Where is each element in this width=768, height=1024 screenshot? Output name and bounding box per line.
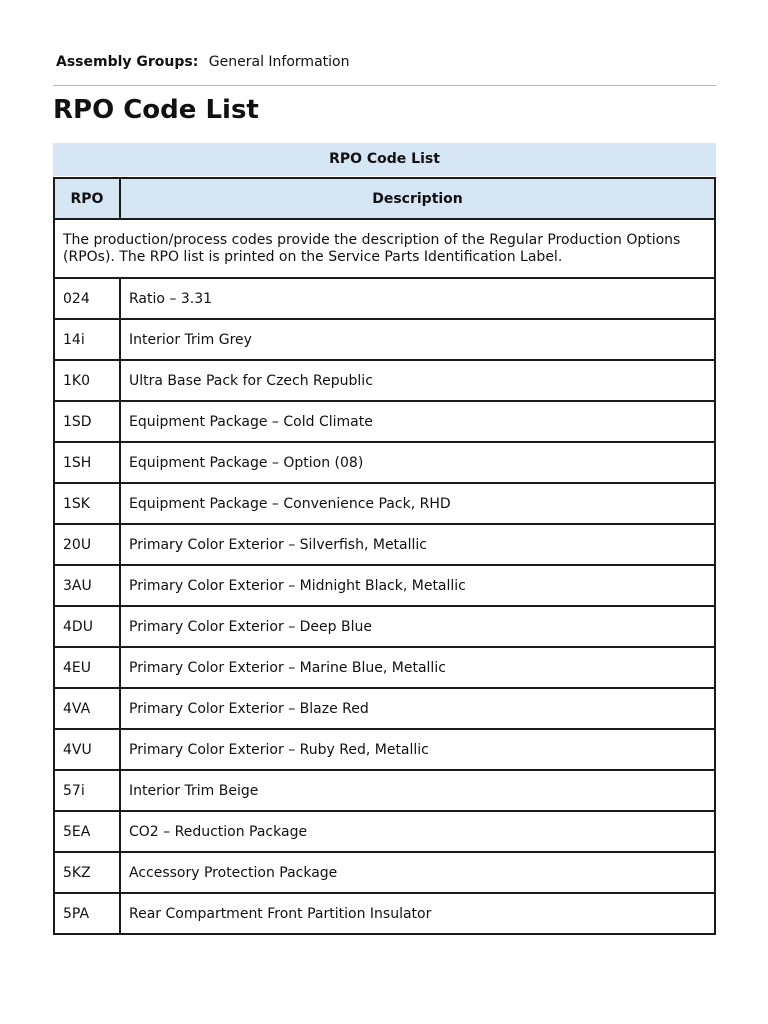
rpo-description-cell: Equipment Package – Option (08)	[120, 442, 715, 483]
rpo-code-cell: 4VU	[54, 729, 120, 770]
table-row	[54, 852, 715, 893]
rpo-code-cell: 4DU	[54, 606, 120, 647]
header-divider	[53, 85, 716, 86]
table-row	[54, 360, 715, 401]
rpo-description-cell: Primary Color Exterior – Marine Blue, Metallic	[120, 647, 715, 688]
table-row	[54, 688, 715, 729]
rpo-code-cell: 5PA	[54, 893, 120, 934]
intro-text: The production/process codes provide the description of the Regular Production Options (RPOs). The RPO list is printed on the Service Parts Identification Label.	[54, 219, 715, 278]
table-row	[54, 770, 715, 811]
rpo-description-cell: Ratio – 3.31	[120, 278, 715, 319]
table-caption: RPO Code List	[53, 143, 716, 176]
rpo-description-cell: Equipment Package – Convenience Pack, RHD	[120, 483, 715, 524]
table-row	[54, 647, 715, 688]
rpo-description-cell: Primary Color Exterior – Blaze Red	[120, 688, 715, 729]
rpo-description-cell: Interior Trim Beige	[120, 770, 715, 811]
column-header-rpo: RPO	[54, 178, 120, 219]
rpo-code-cell: 57i	[54, 770, 120, 811]
rpo-description-cell: Primary Color Exterior – Deep Blue	[120, 606, 715, 647]
rpo-description-cell: Ultra Base Pack for Czech Republic	[120, 360, 715, 401]
table-row	[54, 893, 715, 934]
rpo-description-cell: Primary Color Exterior – Midnight Black, Metallic	[120, 565, 715, 606]
rpo-description-cell: Accessory Protection Package	[120, 852, 715, 893]
rpo-description-cell: Equipment Package – Cold Climate	[120, 401, 715, 442]
intro-row	[54, 219, 715, 278]
rpo-description-cell: Interior Trim Grey	[120, 319, 715, 360]
rpo-code-cell: 3AU	[54, 565, 120, 606]
table-row	[54, 442, 715, 483]
rpo-code-cell: 5KZ	[54, 852, 120, 893]
rpo-code-cell: 024	[54, 278, 120, 319]
rpo-code-cell: 4VA	[54, 688, 120, 729]
table-header-row	[54, 178, 715, 219]
rpo-code-cell: 5EA	[54, 811, 120, 852]
rpo-code-cell: 20U	[54, 524, 120, 565]
column-header-description: Description	[120, 178, 715, 219]
rpo-code-cell: 4EU	[54, 647, 120, 688]
table-row	[54, 565, 715, 606]
table-row	[54, 401, 715, 442]
rpo-description-cell: CO2 – Reduction Package	[120, 811, 715, 852]
rpo-code-cell: 1SH	[54, 442, 120, 483]
table-row	[54, 729, 715, 770]
table-row	[54, 524, 715, 565]
rpo-code-cell: 1K0	[54, 360, 120, 401]
table-row	[54, 606, 715, 647]
rpo-code-cell: 1SK	[54, 483, 120, 524]
page-title: RPO Code List	[53, 95, 259, 125]
rpo-table	[53, 177, 716, 935]
table-row	[54, 319, 715, 360]
rpo-description-cell: Primary Color Exterior – Silverfish, Metallic	[120, 524, 715, 565]
rpo-description-cell: Rear Compartment Front Partition Insulator	[120, 893, 715, 934]
assembly-groups-label: Assembly Groups:	[56, 54, 199, 70]
table-row	[54, 278, 715, 319]
table-row	[54, 811, 715, 852]
assembly-groups-value: General Information	[208, 54, 350, 70]
rpo-description-cell: Primary Color Exterior – Ruby Red, Metallic	[120, 729, 715, 770]
assembly-groups-line	[56, 53, 349, 71]
table-row	[54, 483, 715, 524]
rpo-code-cell: 14i	[54, 319, 120, 360]
rpo-code-cell: 1SD	[54, 401, 120, 442]
